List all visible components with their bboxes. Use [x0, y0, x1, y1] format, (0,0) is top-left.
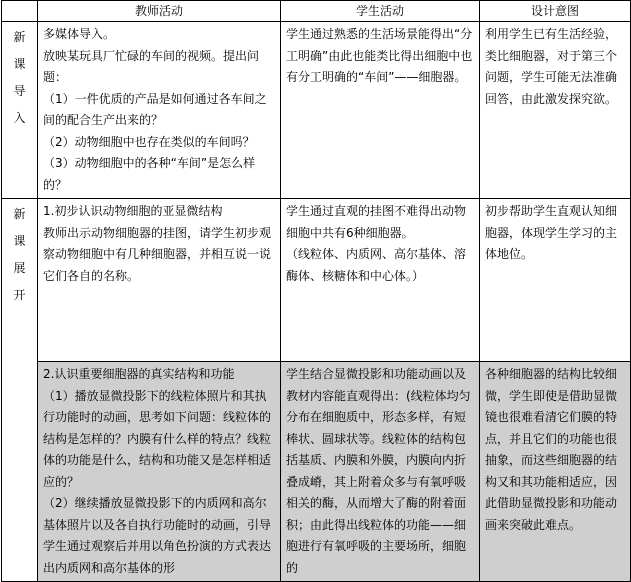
design-intent-cell: [480, 22, 631, 199]
stage-char: 新: [13, 30, 26, 44]
student-activity-cell: [281, 199, 480, 362]
table-row-development-1: [2, 199, 631, 362]
student-text: （线粒体、内质网、高尔基体、溶酶体、核糖体和中心体。）: [286, 247, 467, 283]
stage-char: 入: [13, 111, 26, 125]
stage-char: 展: [13, 261, 26, 275]
table-row-development-2: [2, 362, 631, 582]
table-row-introduction: [2, 22, 631, 199]
teacher-text: 1.初步认识动物细胞的亚显微结构: [43, 204, 223, 218]
student-text: 学生通过熟悉的生活场景能得出“分工明确”由此也能类比得出细胞中也有分工明确的“车间”——细胞器。: [286, 27, 473, 84]
header-student-activity: 学生活动: [281, 1, 480, 22]
header-stage-cell: [2, 1, 38, 22]
design-intent-cell: [480, 199, 631, 362]
header-row: [2, 1, 631, 22]
stage-char: 课: [13, 57, 26, 71]
lesson-plan-table: [1, 0, 631, 582]
student-text: 学生通过直观的挂图不难得出动物细胞中共有6种细胞器。: [286, 204, 467, 240]
teacher-text: （2）动物细胞中也存在类似的车间吗？: [43, 134, 255, 149]
teacher-text: 放映某玩具厂忙碌的车间的视频。提出问题：: [43, 48, 260, 84]
teacher-text: 教师出示动物细胞器的挂图，请学生初步观察动物细胞中有几种细胞器，并相互说一说它们各自的名称。: [43, 225, 272, 283]
stage-char: 导: [13, 84, 26, 98]
teacher-text: 2.认识重要细胞器的真实结构和功能: [43, 367, 235, 381]
stage-char: 开: [13, 288, 26, 302]
student-text: 学生结合显微投影和功能动画以及教材内容能直观得出：(线粒体均匀分布在细胞质中，形态多样，有短棒状、圆球状等。线粒体的结构包括基质、内膜和外膜，内膜向内折叠成嵴，其上附着众多与有氧呼吸相关的酶，从而增大了酶的附着面积；由此得出线粒体的功能——细胞进行有氧呼吸的主要场所，细胞的: [286, 367, 471, 575]
teacher-text: （2）继续播放显微投影下的内质网和高尔基体照片以及各自执行功能时的动画，引导学生通过观察后并用以角色扮演的方式表达出内质网和高尔基体的形: [43, 496, 272, 575]
header-design-intent: 设计意图: [480, 1, 631, 22]
teacher-text: （3）动物细胞中的各种“车间”是怎么样的？: [43, 156, 256, 192]
stage-label-introduction: [2, 22, 38, 199]
stage-char: 课: [13, 234, 26, 248]
teacher-text: （1）播放显微投影下的线粒体照片和其执行功能时的动画，思考如下问题：线粒体的结构是怎样的？内膜有什么样的特点？线粒体的功能是什么，结构和功能又是怎样相适应的？: [43, 388, 272, 489]
design-intent-cell: [480, 362, 631, 582]
stage-label-development: [2, 199, 38, 582]
intent-text: 初步帮助学生直观认知细胞器，体现学生学习的主体地位。: [485, 204, 618, 261]
header-teacher-activity: 教师活动: [38, 1, 281, 22]
intent-text: 利用学生已有生活经验，类比细胞器，对于第三个问题，学生可能无法准确回答，由此激发探究欲。: [485, 27, 618, 106]
teacher-text: （1）一件优质的产品是如何通过各车间之间的配合生产出来的？: [43, 91, 267, 127]
teacher-text: 多媒体导入。: [43, 27, 116, 41]
student-activity-cell: [281, 362, 480, 582]
teacher-activity-cell: [38, 199, 281, 362]
stage-char: 新: [13, 207, 26, 221]
student-activity-cell: [281, 22, 480, 199]
teacher-activity-cell: [38, 362, 281, 582]
intent-text: 各种细胞器的结构比较细微，学生即使是借助显微镜也很难看清它们膜的特点，并且它们的功能也很抽象，而这些细胞器的结构又和其功能相适应，因此借助显微投影和功能动画来突破此难点。: [485, 367, 618, 532]
teacher-activity-cell: [38, 22, 281, 199]
